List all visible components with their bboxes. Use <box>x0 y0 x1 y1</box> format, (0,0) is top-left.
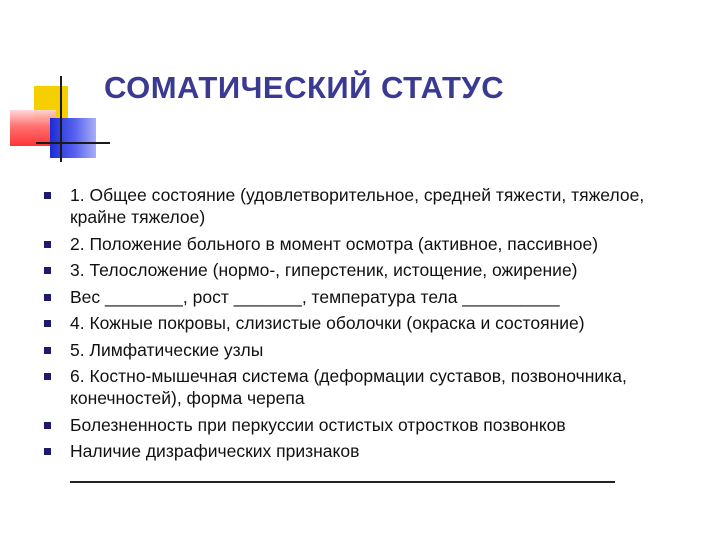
list-item <box>0 286 720 308</box>
slide-title: СОМАТИЧЕСКИЙ СТАТУС <box>104 70 505 105</box>
square-bullet-icon <box>44 347 51 354</box>
list-item-text: Наличие дизрафических признаков <box>70 441 360 461</box>
square-bullet-icon <box>44 241 51 248</box>
list-item <box>0 184 720 228</box>
list-item <box>0 312 720 334</box>
list-item-text: Вес ________, рост _______, температура тела __________ <box>70 286 560 307</box>
list-item <box>0 414 720 436</box>
vertical-line-decoration <box>60 76 62 162</box>
square-bullet-icon <box>44 422 51 429</box>
list-item <box>0 233 720 255</box>
list-item <box>0 440 720 462</box>
list-item <box>0 259 720 281</box>
list-item-text: 5. Лимфатические узлы <box>70 339 264 360</box>
list-item-text: 2. Положение больного в момент осмотра (активное, пассивное) <box>70 233 599 254</box>
list-item-text: 1. Общее состояние (удовлетворительное, средней тяжести, тяжелое, крайне тяжелое) <box>70 185 645 227</box>
list-item <box>0 365 720 409</box>
list-item <box>0 339 720 361</box>
horizontal-line-decoration <box>36 142 110 144</box>
list-item-text: 6. Костно-мышечная система (деформации суставов, позвоночника, конечностей), форма черепа <box>70 366 627 408</box>
bullet-list <box>0 184 720 467</box>
square-bullet-icon <box>44 267 51 274</box>
square-bullet-icon <box>44 448 51 455</box>
list-item-text: 4. Кожные покровы, слизистые оболочки (окраска и состояние) <box>70 313 585 333</box>
list-item-text: 3. Телосложение (нормо-, гиперстеник, истощение, ожирение) <box>70 260 578 280</box>
list-item-text: Болезненность при перкуссии остистых отростков позвонков <box>70 414 566 435</box>
blue-square-decoration <box>50 118 96 158</box>
square-bullet-icon <box>44 294 51 301</box>
square-bullet-icon <box>44 373 51 380</box>
square-bullet-icon <box>44 320 51 327</box>
decorative-corner-graphic <box>0 0 110 170</box>
square-bullet-icon <box>44 192 51 199</box>
blank-answer-line <box>70 481 615 483</box>
